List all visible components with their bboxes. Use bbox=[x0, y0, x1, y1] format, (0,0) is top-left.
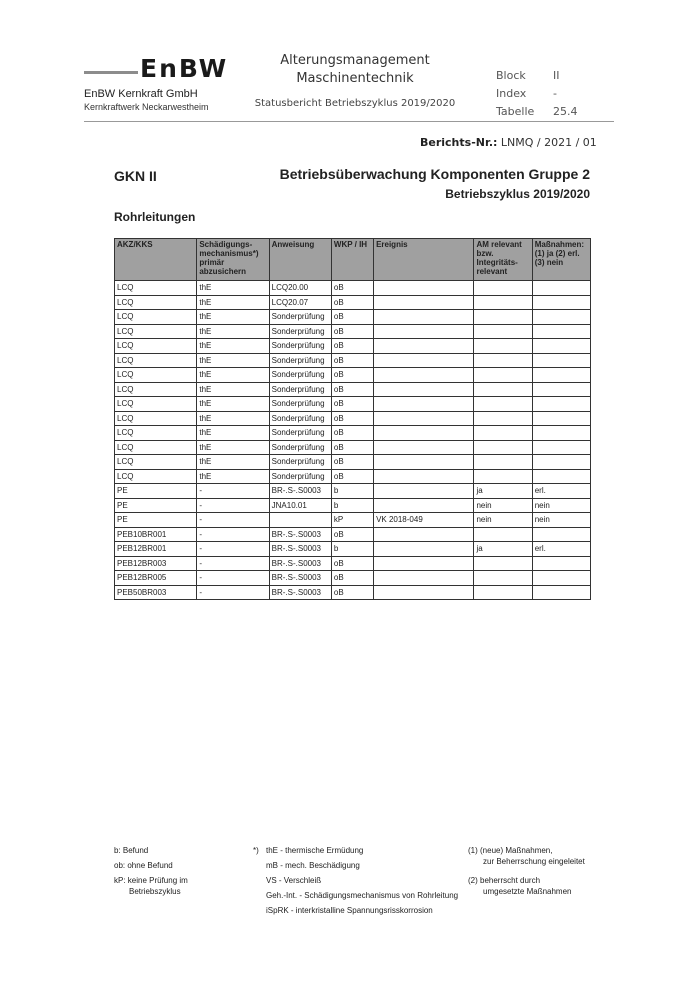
instruction-cell: LCQ20.07 bbox=[269, 295, 331, 310]
relevance-cell bbox=[474, 281, 532, 296]
mechanism-cell: thE bbox=[197, 426, 269, 441]
legend-the: thE - thermische Ermüdung bbox=[266, 846, 364, 855]
mechanism-cell: - bbox=[197, 513, 269, 528]
table-row bbox=[115, 382, 591, 397]
measures-cell: nein bbox=[532, 513, 590, 528]
mechanism-cell: thE bbox=[197, 397, 269, 412]
legend-b: b: Befund bbox=[114, 846, 149, 855]
akz-cell: LCQ bbox=[115, 324, 197, 339]
document-title bbox=[250, 52, 460, 88]
measures-cell: erl. bbox=[532, 542, 590, 557]
event-cell bbox=[374, 397, 474, 412]
measures-cell bbox=[532, 527, 590, 542]
measures-cell bbox=[532, 571, 590, 586]
akz-cell: PE bbox=[115, 498, 197, 513]
table-row bbox=[115, 368, 591, 383]
legend-vs: VS - Verschleiß bbox=[266, 876, 322, 885]
table-row bbox=[115, 353, 591, 368]
measures-cell bbox=[532, 281, 590, 296]
event-cell bbox=[374, 411, 474, 426]
section-cycle: Betriebszyklus 2019/2020 bbox=[445, 187, 590, 201]
report-label: Berichts-Nr.: bbox=[420, 136, 498, 149]
logo-line bbox=[84, 71, 138, 74]
event-cell bbox=[374, 455, 474, 470]
akz-cell: LCQ bbox=[115, 426, 197, 441]
relevance-cell bbox=[474, 353, 532, 368]
measures-cell bbox=[532, 411, 590, 426]
akz-cell: PEB12BR005 bbox=[115, 571, 197, 586]
instruction-cell: BR-.S-.S0003 bbox=[269, 571, 331, 586]
measures-cell bbox=[532, 324, 590, 339]
measures-cell bbox=[532, 455, 590, 470]
event-cell bbox=[374, 484, 474, 499]
table-row bbox=[115, 556, 591, 571]
mechanism-cell: - bbox=[197, 585, 269, 600]
relevance-cell bbox=[474, 324, 532, 339]
legend-measure-2-line2: umgesetzte Maßnahmen bbox=[483, 887, 572, 896]
relevance-cell: ja bbox=[474, 484, 532, 499]
document-title-line1: Alterungsmanagement bbox=[280, 53, 430, 68]
plant-name: Kernkraftwerk Neckarwestheim bbox=[84, 102, 209, 112]
wkp-cell: oB bbox=[331, 353, 373, 368]
wkp-cell: oB bbox=[331, 324, 373, 339]
wkp-cell: oB bbox=[331, 426, 373, 441]
relevance-cell bbox=[474, 527, 532, 542]
relevance-cell bbox=[474, 411, 532, 426]
event-cell bbox=[374, 585, 474, 600]
table-row bbox=[115, 440, 591, 455]
instruction-cell: BR-.S-.S0003 bbox=[269, 542, 331, 557]
instruction-cell: LCQ20.00 bbox=[269, 281, 331, 296]
instruction-cell: Sonderprüfung bbox=[269, 411, 331, 426]
wkp-cell: oB bbox=[331, 571, 373, 586]
instruction-cell: Sonderprüfung bbox=[269, 469, 331, 484]
wkp-cell: oB bbox=[331, 556, 373, 571]
wkp-cell: oB bbox=[331, 411, 373, 426]
mechanism-cell: thE bbox=[197, 310, 269, 325]
legend-mb: mB - mech. Beschädigung bbox=[266, 861, 360, 870]
relevance-cell bbox=[474, 382, 532, 397]
relevance-cell bbox=[474, 295, 532, 310]
report-number bbox=[420, 136, 597, 149]
table-row bbox=[115, 469, 591, 484]
event-cell bbox=[374, 310, 474, 325]
measures-cell bbox=[532, 339, 590, 354]
akz-cell: LCQ bbox=[115, 310, 197, 325]
legend-isprk: iSpRK - interkristalline Spannungsrisskorrosion bbox=[266, 906, 433, 915]
table-row bbox=[115, 397, 591, 412]
mechanism-cell: thE bbox=[197, 339, 269, 354]
measures-cell bbox=[532, 440, 590, 455]
measures-cell bbox=[532, 382, 590, 397]
measures-cell bbox=[532, 310, 590, 325]
wkp-cell: oB bbox=[331, 469, 373, 484]
event-cell bbox=[374, 498, 474, 513]
table-row bbox=[115, 571, 591, 586]
wkp-cell: oB bbox=[331, 295, 373, 310]
instruction-cell: BR-.S-.S0003 bbox=[269, 585, 331, 600]
mechanism-cell: thE bbox=[197, 353, 269, 368]
column-header: Schädigungs-mechanismus*) primär abzusichern bbox=[197, 239, 269, 281]
instruction-cell: BR-.S-.S0003 bbox=[269, 484, 331, 499]
mechanism-cell: - bbox=[197, 556, 269, 571]
relevance-cell bbox=[474, 397, 532, 412]
column-header: AKZ/KKS bbox=[115, 239, 197, 281]
table-row bbox=[115, 484, 591, 499]
event-cell bbox=[374, 353, 474, 368]
table-label: Tabelle bbox=[496, 105, 535, 118]
wkp-cell: oB bbox=[331, 382, 373, 397]
measures-cell bbox=[532, 295, 590, 310]
document-subtitle: Statusbericht Betriebszyklus 2019/2020 bbox=[254, 98, 456, 109]
instruction-cell: Sonderprüfung bbox=[269, 310, 331, 325]
instruction-cell: Sonderprüfung bbox=[269, 339, 331, 354]
akz-cell: LCQ bbox=[115, 397, 197, 412]
instruction-cell: JNA10.01 bbox=[269, 498, 331, 513]
mechanism-cell: thE bbox=[197, 382, 269, 397]
column-header: Anweisung bbox=[269, 239, 331, 281]
table-row bbox=[115, 498, 591, 513]
mechanism-cell: - bbox=[197, 498, 269, 513]
company-name: EnBW Kernkraft GmbH bbox=[84, 88, 198, 100]
relevance-cell: nein bbox=[474, 513, 532, 528]
mechanism-cell: thE bbox=[197, 324, 269, 339]
measures-cell: erl. bbox=[532, 484, 590, 499]
relevance-cell bbox=[474, 440, 532, 455]
mechanism-cell: thE bbox=[197, 368, 269, 383]
column-header: Maßnahmen: (1) ja (2) erl. (3) nein bbox=[532, 239, 590, 281]
table-value: 25.4 bbox=[553, 105, 578, 118]
relevance-cell: ja bbox=[474, 542, 532, 557]
instruction-cell: BR-.S-.S0003 bbox=[269, 527, 331, 542]
instruction-cell: Sonderprüfung bbox=[269, 368, 331, 383]
section-title: Betriebsüberwachung Komponenten Gruppe 2 bbox=[279, 166, 590, 182]
akz-cell: PEB12BR001 bbox=[115, 542, 197, 557]
table-row bbox=[115, 295, 591, 310]
section-subtitle: Rohrleitungen bbox=[114, 210, 196, 224]
instruction-cell: Sonderprüfung bbox=[269, 353, 331, 368]
event-cell bbox=[374, 556, 474, 571]
measures-cell bbox=[532, 556, 590, 571]
table-row bbox=[115, 585, 591, 600]
mechanism-cell: thE bbox=[197, 411, 269, 426]
column-header: Ereignis bbox=[374, 239, 474, 281]
measures-cell bbox=[532, 397, 590, 412]
header-divider bbox=[84, 121, 614, 122]
document-title-line2: Maschinentechnik bbox=[296, 71, 414, 86]
index-label: Index bbox=[496, 87, 527, 100]
block-label: Block bbox=[496, 69, 526, 82]
akz-cell: LCQ bbox=[115, 440, 197, 455]
table-row bbox=[115, 324, 591, 339]
akz-cell: LCQ bbox=[115, 382, 197, 397]
akz-cell: LCQ bbox=[115, 295, 197, 310]
relevance-cell bbox=[474, 469, 532, 484]
legend-measure-2 bbox=[468, 875, 572, 897]
event-cell bbox=[374, 426, 474, 441]
wkp-cell: oB bbox=[331, 585, 373, 600]
wkp-cell: oB bbox=[331, 310, 373, 325]
relevance-cell bbox=[474, 339, 532, 354]
event-cell bbox=[374, 339, 474, 354]
table-row bbox=[115, 542, 591, 557]
instruction-cell: Sonderprüfung bbox=[269, 397, 331, 412]
event-cell bbox=[374, 324, 474, 339]
event-cell bbox=[374, 440, 474, 455]
mechanism-cell: - bbox=[197, 542, 269, 557]
legend-measure-2-line1: (2) beherrscht durch bbox=[468, 876, 541, 885]
measures-cell: nein bbox=[532, 498, 590, 513]
akz-cell: LCQ bbox=[115, 353, 197, 368]
mechanism-cell: - bbox=[197, 527, 269, 542]
relevance-cell bbox=[474, 310, 532, 325]
legend-ob: ob: ohne Befund bbox=[114, 861, 173, 870]
relevance-cell bbox=[474, 368, 532, 383]
legend-kp bbox=[114, 875, 188, 897]
components-table bbox=[114, 238, 591, 600]
event-cell bbox=[374, 368, 474, 383]
relevance-cell bbox=[474, 585, 532, 600]
mechanism-cell: thE bbox=[197, 440, 269, 455]
legend-kp-line1: kP: keine Prüfung im bbox=[114, 876, 188, 885]
enbw-logo: EnBW bbox=[140, 54, 229, 83]
akz-cell: PEB12BR003 bbox=[115, 556, 197, 571]
instruction-cell: Sonderprüfung bbox=[269, 455, 331, 470]
plant-code: GKN II bbox=[114, 168, 157, 184]
wkp-cell: b bbox=[331, 498, 373, 513]
table-body bbox=[115, 281, 591, 600]
event-cell bbox=[374, 542, 474, 557]
akz-cell: LCQ bbox=[115, 281, 197, 296]
event-cell bbox=[374, 571, 474, 586]
table-row bbox=[115, 339, 591, 354]
table-row bbox=[115, 455, 591, 470]
table-row bbox=[115, 310, 591, 325]
mechanism-cell: thE bbox=[197, 295, 269, 310]
relevance-cell: nein bbox=[474, 498, 532, 513]
column-header: AM relevant bzw. Integritäts-relevant bbox=[474, 239, 532, 281]
instruction-cell: Sonderprüfung bbox=[269, 324, 331, 339]
wkp-cell: oB bbox=[331, 455, 373, 470]
mechanism-cell: - bbox=[197, 484, 269, 499]
legend-measure-1-line1: (1) (neue) Maßnahmen, bbox=[468, 846, 553, 855]
akz-cell: LCQ bbox=[115, 339, 197, 354]
measures-cell bbox=[532, 585, 590, 600]
akz-cell: PE bbox=[115, 513, 197, 528]
table-row bbox=[115, 411, 591, 426]
legend-measure-1 bbox=[468, 845, 585, 867]
measures-cell bbox=[532, 353, 590, 368]
table-row bbox=[115, 281, 591, 296]
akz-cell: LCQ bbox=[115, 469, 197, 484]
relevance-cell bbox=[474, 571, 532, 586]
akz-cell: LCQ bbox=[115, 411, 197, 426]
event-cell bbox=[374, 295, 474, 310]
event-cell bbox=[374, 527, 474, 542]
wkp-cell: oB bbox=[331, 368, 373, 383]
mechanism-cell: thE bbox=[197, 455, 269, 470]
wkp-cell: oB bbox=[331, 339, 373, 354]
table-row bbox=[115, 513, 591, 528]
instruction-cell: Sonderprüfung bbox=[269, 382, 331, 397]
wkp-cell: oB bbox=[331, 281, 373, 296]
akz-cell: LCQ bbox=[115, 455, 197, 470]
akz-cell: PEB50BR003 bbox=[115, 585, 197, 600]
akz-cell: PE bbox=[115, 484, 197, 499]
wkp-cell: oB bbox=[331, 527, 373, 542]
table-row bbox=[115, 527, 591, 542]
event-cell bbox=[374, 382, 474, 397]
event-cell bbox=[374, 281, 474, 296]
relevance-cell bbox=[474, 556, 532, 571]
instruction-cell bbox=[269, 513, 331, 528]
mechanism-cell: thE bbox=[197, 281, 269, 296]
index-value: - bbox=[553, 87, 557, 100]
legend-kp-line2: Betriebszyklus bbox=[129, 887, 181, 896]
akz-cell: LCQ bbox=[115, 368, 197, 383]
wkp-cell: oB bbox=[331, 440, 373, 455]
wkp-cell: oB bbox=[331, 397, 373, 412]
block-value: II bbox=[553, 69, 560, 82]
instruction-cell: Sonderprüfung bbox=[269, 440, 331, 455]
akz-cell: PEB10BR001 bbox=[115, 527, 197, 542]
measures-cell bbox=[532, 368, 590, 383]
table-row bbox=[115, 426, 591, 441]
wkp-cell: kP bbox=[331, 513, 373, 528]
legend-measure-1-line2: zur Beherrschung eingeleitet bbox=[483, 857, 585, 866]
measures-cell bbox=[532, 469, 590, 484]
legend-star: *) bbox=[253, 846, 259, 855]
event-cell bbox=[374, 469, 474, 484]
mechanism-cell: - bbox=[197, 571, 269, 586]
mechanism-cell: thE bbox=[197, 469, 269, 484]
instruction-cell: Sonderprüfung bbox=[269, 426, 331, 441]
measures-cell bbox=[532, 426, 590, 441]
report-value: LNMQ / 2021 / 01 bbox=[500, 136, 597, 149]
table-header-row bbox=[115, 239, 591, 281]
relevance-cell bbox=[474, 455, 532, 470]
legend-geh: Geh.-Int. - Schädigungsmechanismus von Rohrleitung bbox=[266, 891, 459, 900]
relevance-cell bbox=[474, 426, 532, 441]
column-header: WKP / IH bbox=[331, 239, 373, 281]
instruction-cell: BR-.S-.S0003 bbox=[269, 556, 331, 571]
wkp-cell: b bbox=[331, 542, 373, 557]
event-cell: VK 2018-049 bbox=[374, 513, 474, 528]
wkp-cell: b bbox=[331, 484, 373, 499]
